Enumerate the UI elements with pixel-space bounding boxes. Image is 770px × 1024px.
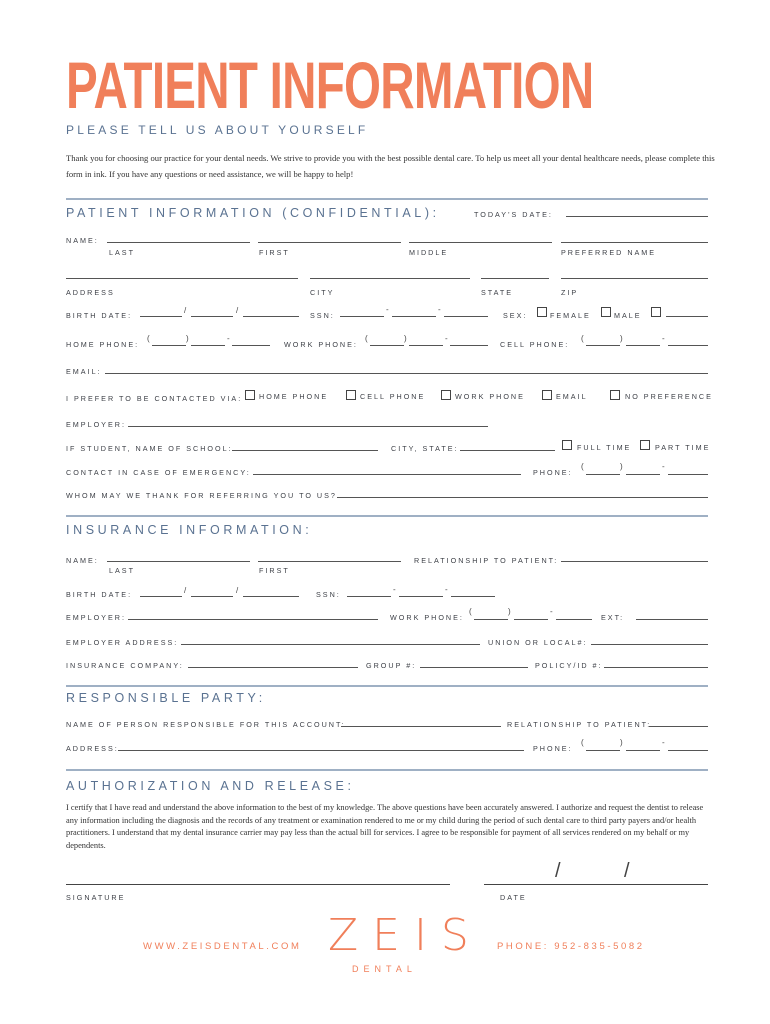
full-time-checkbox[interactable] — [562, 440, 572, 450]
signature-date-field[interactable] — [484, 884, 708, 885]
contact-work-phone-label: WORK PHONE — [455, 392, 525, 401]
section-divider — [66, 769, 708, 771]
work-phone-prefix-field[interactable] — [409, 345, 443, 346]
city-label: CITY — [310, 288, 335, 297]
union-label: UNION OR LOCAL#: — [488, 638, 588, 647]
emergency-contact-field[interactable] — [253, 474, 521, 475]
insurance-section-title: INSURANCE INFORMATION: — [66, 523, 313, 537]
contact-no-preference-label: NO PREFERENCE — [625, 392, 713, 401]
section-divider — [66, 198, 708, 200]
other-checkbox[interactable] — [651, 307, 661, 317]
school-label: IF STUDENT, NAME OF SCHOOL: — [66, 444, 233, 453]
preferred-name-label: PREFERRED NAME — [561, 248, 657, 257]
ssn-part1-field[interactable] — [340, 316, 384, 317]
cell-phone-area-field[interactable] — [586, 345, 620, 346]
emergency-phone-prefix-field[interactable] — [626, 474, 660, 475]
insured-ssn-part1-field[interactable] — [347, 596, 391, 597]
responsible-section-title: RESPONSIBLE PARTY: — [66, 691, 266, 705]
referral-label: WHOM MAY WE THANK FOR REFERRING YOU TO US? — [66, 491, 337, 500]
policy-field[interactable] — [604, 667, 708, 668]
home-phone-area-field[interactable] — [152, 345, 186, 346]
ssn-part3-field[interactable] — [444, 316, 488, 317]
insured-work-phone-area-field[interactable] — [474, 619, 508, 620]
responsible-relationship-field[interactable] — [649, 726, 708, 727]
insured-birth-month-field[interactable] — [140, 596, 182, 597]
authorization-section-title: AUTHORIZATION AND RELEASE: — [66, 779, 355, 793]
last-name-field[interactable] — [107, 242, 250, 243]
birth-day-field[interactable] — [191, 316, 233, 317]
birth-month-field[interactable] — [140, 316, 182, 317]
last-label: LAST — [109, 248, 135, 257]
signature-label: SIGNATURE — [66, 893, 126, 902]
first-name-field[interactable] — [258, 242, 401, 243]
intro-text: Thank you for choosing our practice for your dental needs. We strive to provide you with the best possible dental care. To help us meet all your dental healthcare needs, please complete this form in ink. If you have any questions or need assistance, we will be happy to help! — [66, 153, 715, 179]
union-field[interactable] — [591, 644, 708, 645]
group-field[interactable] — [420, 667, 528, 668]
contact-email-checkbox[interactable] — [542, 390, 552, 400]
insured-last-label: LAST — [109, 566, 135, 575]
insured-relationship-field[interactable] — [561, 561, 708, 562]
employer-address-label: EMPLOYER ADDRESS: — [66, 638, 179, 647]
ssn-part2-field[interactable] — [392, 316, 436, 317]
cell-phone-prefix-field[interactable] — [626, 345, 660, 346]
insured-work-phone-label: WORK PHONE: — [390, 613, 464, 622]
emergency-phone-area-field[interactable] — [586, 474, 620, 475]
emergency-phone-line-field[interactable] — [668, 474, 708, 475]
address-label: ADDRESS — [66, 288, 115, 297]
zeis-logo-subtitle: DENTAL — [352, 964, 417, 974]
home-phone-label: HOME PHONE: — [66, 340, 140, 349]
responsible-name-label: NAME OF PERSON RESPONSIBLE FOR THIS ACCOUNT: — [66, 720, 346, 729]
school-city-state-label: CITY, STATE: — [391, 444, 459, 453]
state-field[interactable] — [481, 278, 549, 279]
cell-phone-label: CELL PHONE: — [500, 340, 570, 349]
responsible-phone-line-field[interactable] — [668, 750, 708, 751]
insured-birth-day-field[interactable] — [191, 596, 233, 597]
contact-via-label: I PREFER TO BE CONTACTED VIA: — [66, 394, 243, 403]
website-link[interactable]: WWW.ZEISDENTAL.COM — [143, 941, 302, 952]
patient-section-title: PATIENT INFORMATION (CONFIDENTIAL): — [66, 206, 440, 220]
insured-first-label: FIRST — [259, 566, 290, 575]
home-phone-line-field[interactable] — [232, 345, 270, 346]
section-divider — [66, 515, 708, 517]
insured-work-phone-line-field[interactable] — [556, 619, 592, 620]
birth-year-field[interactable] — [243, 316, 299, 317]
insured-first-name-field[interactable] — [258, 561, 401, 562]
insured-birth-year-field[interactable] — [243, 596, 299, 597]
contact-no-preference-checkbox[interactable] — [610, 390, 620, 400]
responsible-phone-prefix-field[interactable] — [626, 750, 660, 751]
contact-home-phone-label: HOME PHONE — [259, 392, 329, 401]
part-time-label: PART TIME — [655, 443, 711, 452]
email-field[interactable] — [105, 373, 708, 374]
insured-ssn-label: SSN: — [316, 590, 341, 599]
preferred-name-field[interactable] — [561, 242, 708, 243]
cell-phone-line-field[interactable] — [668, 345, 708, 346]
name-label: NAME: — [66, 236, 99, 245]
insured-birth-date-label: BIRTH DATE: — [66, 590, 133, 599]
policy-label: POLICY/ID #: — [535, 661, 603, 670]
authorization-text: I certify that I have read and understand the above information to the best of my knowledge. The above questions have been accurately answered. I authorize and request the dentist to release any information including the diagnosis and the records of any treatment or examination rendered to me or my child during the period of such dental care to third party payers and/or health practitioners. I understand that my dental insurance carrier may pay less than the actual bill for services. I agree to be responsible for payment of all services rendered on my behalf or my dependents. — [66, 803, 704, 850]
work-phone-area-field[interactable] — [370, 345, 404, 346]
other-sex-field[interactable] — [666, 316, 708, 317]
responsible-relationship-label: RELATIONSHIP TO PATIENT: — [507, 720, 652, 729]
first-label: FIRST — [259, 248, 290, 257]
emergency-contact-label: CONTACT IN CASE OF EMERGENCY: — [66, 468, 251, 477]
address-field[interactable] — [66, 278, 298, 279]
contact-email-label: EMAIL — [556, 392, 588, 401]
part-time-checkbox[interactable] — [640, 440, 650, 450]
insured-employer-label: EMPLOYER: — [66, 613, 126, 622]
responsible-phone-label: PHONE: — [533, 744, 573, 753]
home-phone-prefix-field[interactable] — [191, 345, 225, 346]
page-title: PATIENT INFORMATION — [66, 48, 594, 122]
group-label: GROUP #: — [366, 661, 417, 670]
female-label: FEMALE — [550, 311, 591, 320]
insurance-company-label: INSURANCE COMPANY: — [66, 661, 184, 670]
male-label: MALE — [614, 311, 642, 320]
contact-cell-phone-label: CELL PHONE — [360, 392, 426, 401]
ext-label: EXT: — [601, 613, 625, 622]
insured-ssn-part3-field[interactable] — [451, 596, 495, 597]
zip-label: ZIP — [561, 288, 579, 297]
work-phone-line-field[interactable] — [450, 345, 488, 346]
middle-label: MIDDLE — [409, 248, 449, 257]
responsible-name-field[interactable] — [341, 726, 501, 727]
school-field[interactable] — [232, 450, 378, 451]
footer-phone: PHONE: 952-835-5082 — [497, 941, 645, 952]
work-phone-label: WORK PHONE: — [284, 340, 358, 349]
insured-name-label: NAME: — [66, 556, 99, 565]
full-time-label: FULL TIME — [577, 443, 632, 452]
page-subtitle: PLEASE TELL US ABOUT YOURSELF — [66, 123, 369, 137]
insured-relationship-label: RELATIONSHIP TO PATIENT: — [414, 556, 559, 565]
insured-work-phone-prefix-field[interactable] — [514, 619, 548, 620]
employer-field[interactable] — [128, 426, 488, 427]
zeis-logo: ZEIS — [328, 910, 483, 961]
state-label: STATE — [481, 288, 514, 297]
sex-label: SEX: — [503, 311, 528, 320]
date-label: DATE — [500, 893, 527, 902]
todays-date-field[interactable] — [566, 216, 708, 217]
male-checkbox[interactable] — [601, 307, 611, 317]
birth-date-label: BIRTH DATE: — [66, 311, 133, 320]
contact-cell-phone-checkbox[interactable] — [346, 390, 356, 400]
zip-field[interactable] — [561, 278, 708, 279]
referral-field[interactable] — [337, 497, 708, 498]
ext-field[interactable] — [636, 619, 708, 620]
todays-date-label: TODAY'S DATE: — [474, 210, 553, 219]
contact-home-phone-checkbox[interactable] — [245, 390, 255, 400]
contact-work-phone-checkbox[interactable] — [441, 390, 451, 400]
section-divider — [66, 685, 708, 687]
responsible-address-label: ADDRESS: — [66, 744, 119, 753]
signature-field[interactable] — [66, 884, 450, 885]
employer-label: EMPLOYER: — [66, 420, 126, 429]
city-field[interactable] — [310, 278, 470, 279]
school-city-state-field[interactable] — [460, 450, 555, 451]
middle-name-field[interactable] — [409, 242, 552, 243]
insured-employer-field[interactable] — [128, 619, 378, 620]
responsible-address-field[interactable] — [118, 750, 524, 751]
responsible-phone-area-field[interactable] — [586, 750, 620, 751]
employer-address-field[interactable] — [181, 644, 480, 645]
female-checkbox[interactable] — [537, 307, 547, 317]
ssn-label: SSN: — [310, 311, 335, 320]
insurance-company-field[interactable] — [188, 667, 358, 668]
emergency-phone-label: PHONE: — [533, 468, 573, 477]
email-label: EMAIL: — [66, 367, 102, 376]
insured-last-name-field[interactable] — [107, 561, 250, 562]
insured-ssn-part2-field[interactable] — [399, 596, 443, 597]
